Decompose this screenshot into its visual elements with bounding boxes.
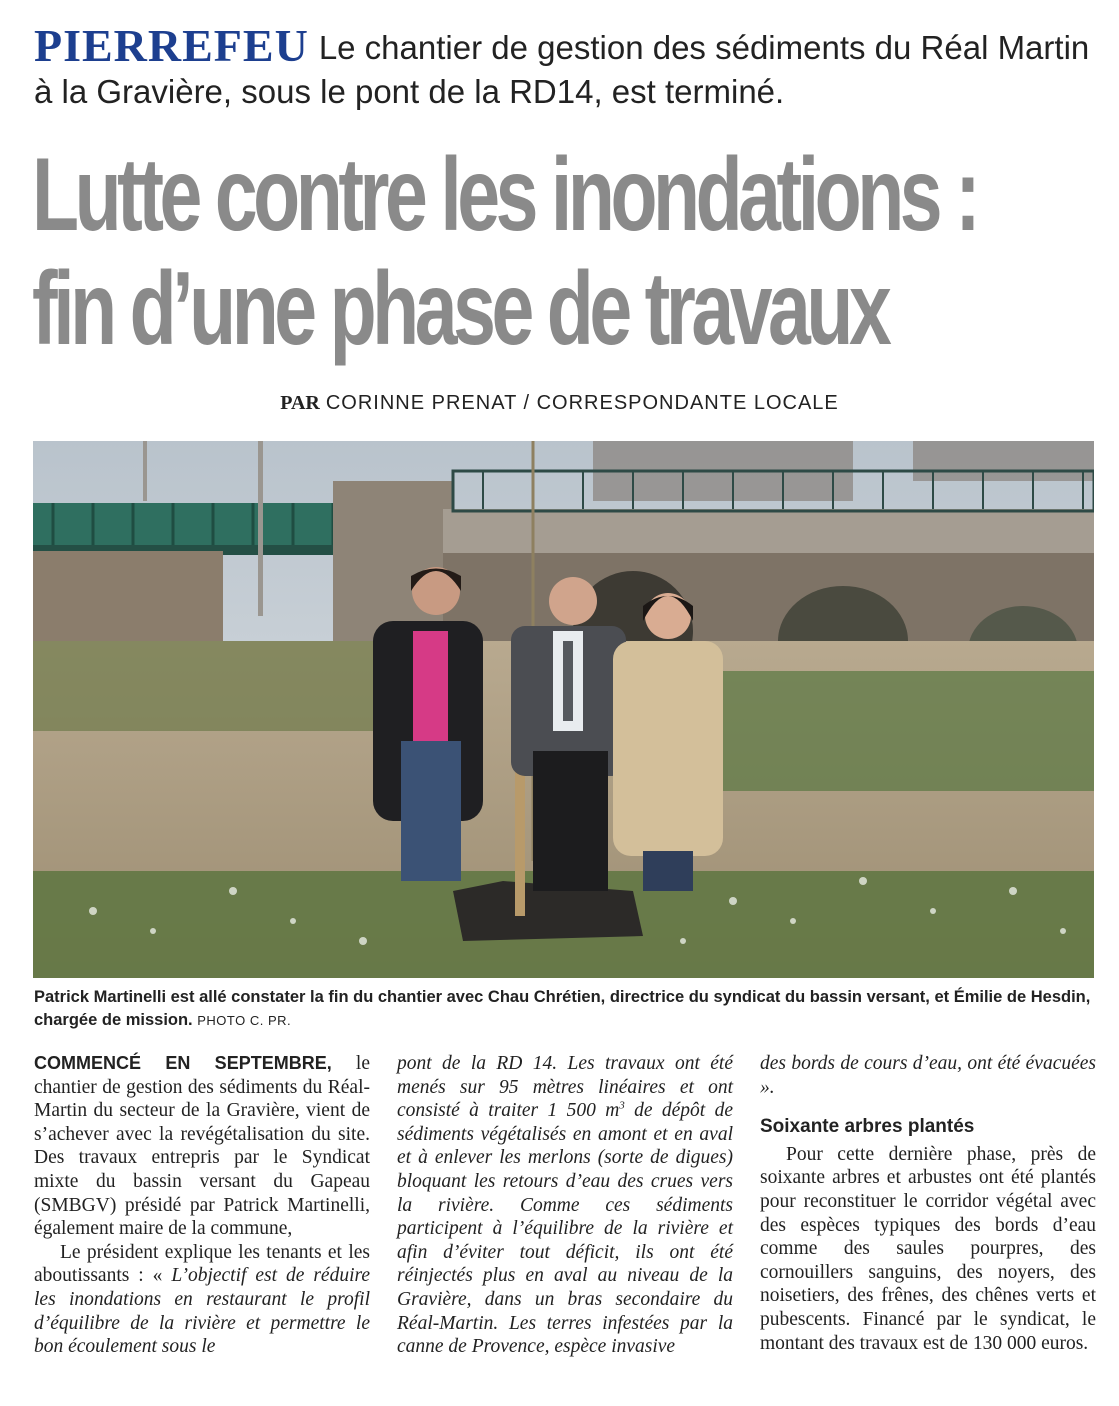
paragraph [397,1052,733,1359]
paragraph-text: de dépôt de sédiments végétalisés en amont et en aval et à enlever les merlons (sorte de digues) bloquant les retours d’eau des crues vers la rivière. Comme ces sédiments participent à l’équilibre de la rivière et afin d’éviter tout déficit, ils ont été réinjectés plus en aval au niveau de la Gravière, dans un bras secondaire du Réal-Martin. Les terres infestées par la canne de Provence, espèce invasive [397,1100,733,1358]
quote-text: L’objectif est de réduire les inondations en restaurant le profil d’équilibre de la rivière et permettre le bon écoulement sous le [34,1265,371,1358]
article-kicker [34,20,1094,114]
photo-illustration [33,441,1094,978]
paragraph [34,1241,370,1359]
headline-line-1: Lutte contre les inondations : [32,137,977,253]
paragraph-text: pont de la RD 14. Les travaux ont été menés sur 95 mètres linéaires et ont consisté à traiter 1 500 m [397,1053,733,1122]
tree-stake [515,761,525,916]
photo-caption [34,986,1094,1032]
kicker-text: Le chantier de gestion des sédiments du Réal Martin à la Gravière, sous le pont de la RD14, est terminé. [34,29,1090,110]
byline [0,392,1119,415]
byline-author: CORINNE PRENAT / CORRESPONDANTE LOCALE [325,392,839,414]
headline [32,137,977,367]
paragraph-text: le chantier de gestion des sédiments du Réal-Martin du secteur de la Gravière, vient de s’achever avec la revégétalisation du site. Des travaux entrepris par le Syndicat mixte du bassin versant du Gapeau (SMBGV) présidé par Patrick Martinelli, également maire de la commune, [34,1053,370,1240]
headline-line-2: fin d’une phase de travaux [32,251,888,367]
pole [258,441,263,616]
caption-text: Patrick Martinelli est allé constater la fin du chantier avec Chau Chrétien, directrice du syndicat du bassin versant, et Émilie de Hesdin, chargée de mission. [34,988,1091,1029]
quote-text: des bords de cours d’eau, ont été évacuées ». [760,1053,1096,1098]
article-column-2 [397,1052,733,1359]
superscript: 3 [619,1099,625,1112]
paragraph-text: Le président explique les tenants et les aboutissants : « [34,1241,370,1287]
place-name: PIERREFEU [34,20,309,71]
subheading: Soixante arbres plantés [760,1116,975,1138]
article-column-1 [34,1052,370,1359]
lead-in: COMMENCÉ EN SEPTEMBRE, [34,1053,332,1073]
article-column-3 [760,1052,1096,1355]
photo-credit: PHOTO C. PR. [197,1013,292,1028]
paragraph [34,1052,370,1241]
article-photo [33,441,1094,978]
paragraph: Pour cette dernière phase, près de soixante arbres et arbustes ont été plantés pour reconstituer le corridor végétal avec des espèces typiques des bords d’eau comme des saules pourpres, des cornouillers sanguins, des noyers, des noisetiers, des frênes, des chênes verts et pubescents. Financé par le syndicat, le montant des travaux est de 130 000 euros. [760,1143,1096,1354]
paragraph [760,1052,1096,1099]
pole [143,441,147,501]
byline-prefix: PAR [280,392,320,414]
